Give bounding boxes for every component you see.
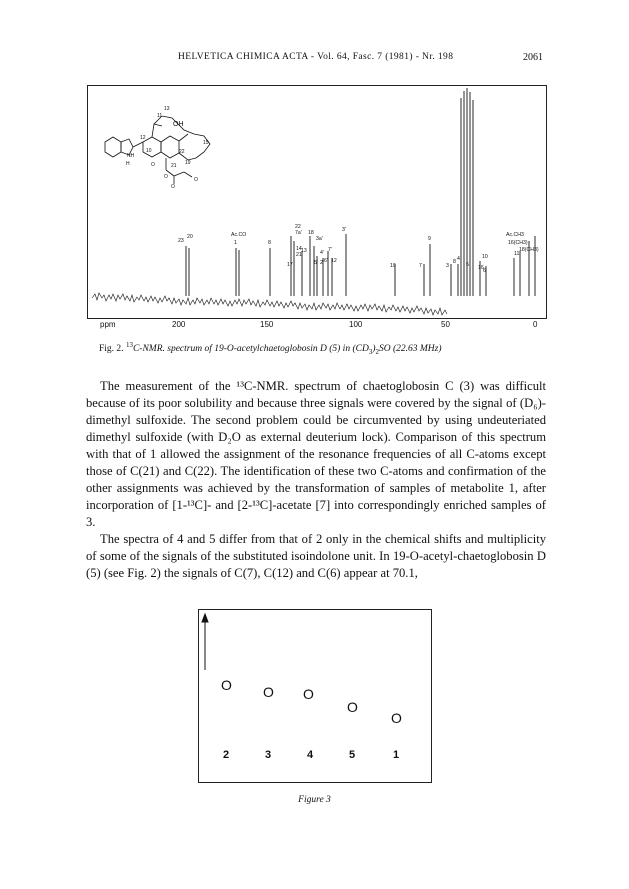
- figure3-circle: O: [263, 684, 274, 700]
- peak-label: 3a': [316, 236, 323, 242]
- mol-label: 21: [171, 163, 177, 169]
- peak-label: 4': [320, 250, 324, 256]
- peak-label: 22: [295, 224, 301, 230]
- peak-label: Ac.CO: [231, 232, 247, 238]
- peak-label: 6': [324, 258, 328, 264]
- isoindolone-ring: [143, 137, 161, 157]
- nmr-spectrum: [88, 86, 546, 318]
- peak-label: 17: [287, 262, 293, 268]
- mol-label: O: [164, 174, 168, 180]
- peak-label: 3': [342, 227, 346, 233]
- nmr-spectrum-frame: [87, 85, 547, 319]
- mol-label: 13: [164, 106, 170, 112]
- mol-label: NH: [127, 153, 135, 159]
- peak-label: 13: [301, 248, 307, 254]
- figure3-diagram: [199, 610, 431, 782]
- body-paragraph-2: The spectra of 4 and 5 differ from that of 2 only in the chemical shifts and multiplicity of some of the signals of the substituted isoindolone unit. In 19-O-acetyl-chaetoglobosin D (5) (see Fig. 2) the signals of C(7), C(12) and C(6) appear at 70.1,: [86, 532, 546, 580]
- peak-labels: [178, 224, 539, 274]
- peak-label: 10: [482, 254, 488, 260]
- macrocycle-part-a: [161, 136, 179, 158]
- peak-label: 5': [314, 260, 318, 266]
- figure3-label: 5: [349, 749, 356, 761]
- ppm-tick: 50: [441, 320, 450, 329]
- peak-label: 16(CH3): [508, 240, 528, 246]
- peak-label: 7a': [295, 230, 302, 236]
- peak-label: 8: [453, 259, 456, 265]
- figure3-arrow: [202, 614, 208, 670]
- peak-label: 18(CH3): [519, 247, 539, 253]
- figure3-circle: O: [221, 677, 232, 693]
- indole-benzene-ring: [105, 137, 121, 157]
- peak-label: 4: [457, 256, 460, 262]
- ppm-tick: 200: [172, 320, 186, 329]
- ppm-tick: 0: [533, 320, 538, 329]
- peak-label: 14: [296, 246, 302, 252]
- figure3-label: 2: [223, 749, 230, 761]
- peak-label: 9: [428, 236, 431, 242]
- peak-label: 3: [446, 263, 449, 269]
- ppm-axis-label: ppm: [100, 320, 116, 329]
- peak-label: 11: [514, 251, 520, 257]
- peak-label: 7: [419, 263, 422, 269]
- mol-label: 12: [140, 135, 146, 141]
- molecule-labels: [126, 106, 209, 190]
- peak-label: 8: [268, 240, 271, 246]
- figure3-caption: Figure 3: [298, 795, 331, 805]
- figure3-circle: O: [303, 686, 314, 702]
- peak-label: 18: [308, 230, 314, 236]
- peak-label: 2': [320, 260, 324, 266]
- peak-label: 7': [328, 247, 332, 253]
- mol-label: H: [126, 161, 130, 167]
- figure3-frame: [198, 609, 432, 783]
- figure3-label: 3: [265, 749, 272, 761]
- figure3-circle: O: [391, 710, 402, 726]
- peak-label: 19: [390, 263, 396, 269]
- mol-label: 11: [157, 113, 163, 119]
- peak-label: 20: [187, 234, 193, 240]
- peak-label: 21: [296, 252, 302, 258]
- mol-label: 10: [146, 148, 152, 154]
- mol-label: O: [194, 177, 198, 183]
- figure3-label: 1: [393, 749, 400, 761]
- peak-label: 6: [483, 268, 486, 274]
- mol-label: 15: [203, 140, 209, 146]
- peak-label: Ac.CH3: [506, 232, 524, 238]
- mol-label: OH: [173, 121, 184, 128]
- running-header: HELVETICA CHIMICA ACTA - Vol. 64, Fasc. 7 (1981) - Nr. 198: [178, 52, 454, 62]
- molecule-structure: [105, 116, 210, 184]
- figure3-circle: O: [347, 699, 358, 715]
- peak-label: 1: [234, 240, 237, 246]
- peak-label: 23: [178, 238, 184, 244]
- mol-label: 19: [185, 160, 191, 166]
- peak-label: 12: [331, 258, 337, 264]
- ppm-tick: 100: [349, 320, 363, 329]
- baseline-noise: [92, 293, 447, 315]
- figure3-label: 4: [307, 749, 314, 761]
- peak-label: 5: [466, 262, 469, 268]
- mol-label: 22: [179, 149, 185, 155]
- figure2-caption: Fig. 2. $^{13}$C-NMR. spectrum of 19-O-acetylchaetoglobosin D (5) in $(CD_3)_2SO$ (22.63 MHz): [99, 341, 442, 357]
- mol-label: O: [151, 162, 155, 168]
- body-paragraph-1: The measurement of the ¹³C-NMR. spectrum of chaetoglobosin C (3) was difficult because of its poor solubility and because three signals were covered by the signal of (D₆)-dimethyl sulfoxide. The second problem could be circumvented by using undeuteriated dimethyl sulfoxide (with D₂O as external deuterium lock). Comparison of this spectrum with that of 1 allowed the assignment of the resonance frequencies of all C-atoms except those of C(21) and C(22). The identification of these two C-atoms and confirmation of the other assignments was achieved by the transformation of samples of metabolite 1, after incorporation of [1-¹³C]- and [2-¹³C]-acetate [7] into correspondingly enriched samples of 3.: [86, 379, 546, 529]
- page-number: 2061: [523, 52, 543, 63]
- ppm-tick: 150: [260, 320, 274, 329]
- peak-label: 16: [478, 265, 484, 271]
- mol-label: O: [171, 184, 175, 190]
